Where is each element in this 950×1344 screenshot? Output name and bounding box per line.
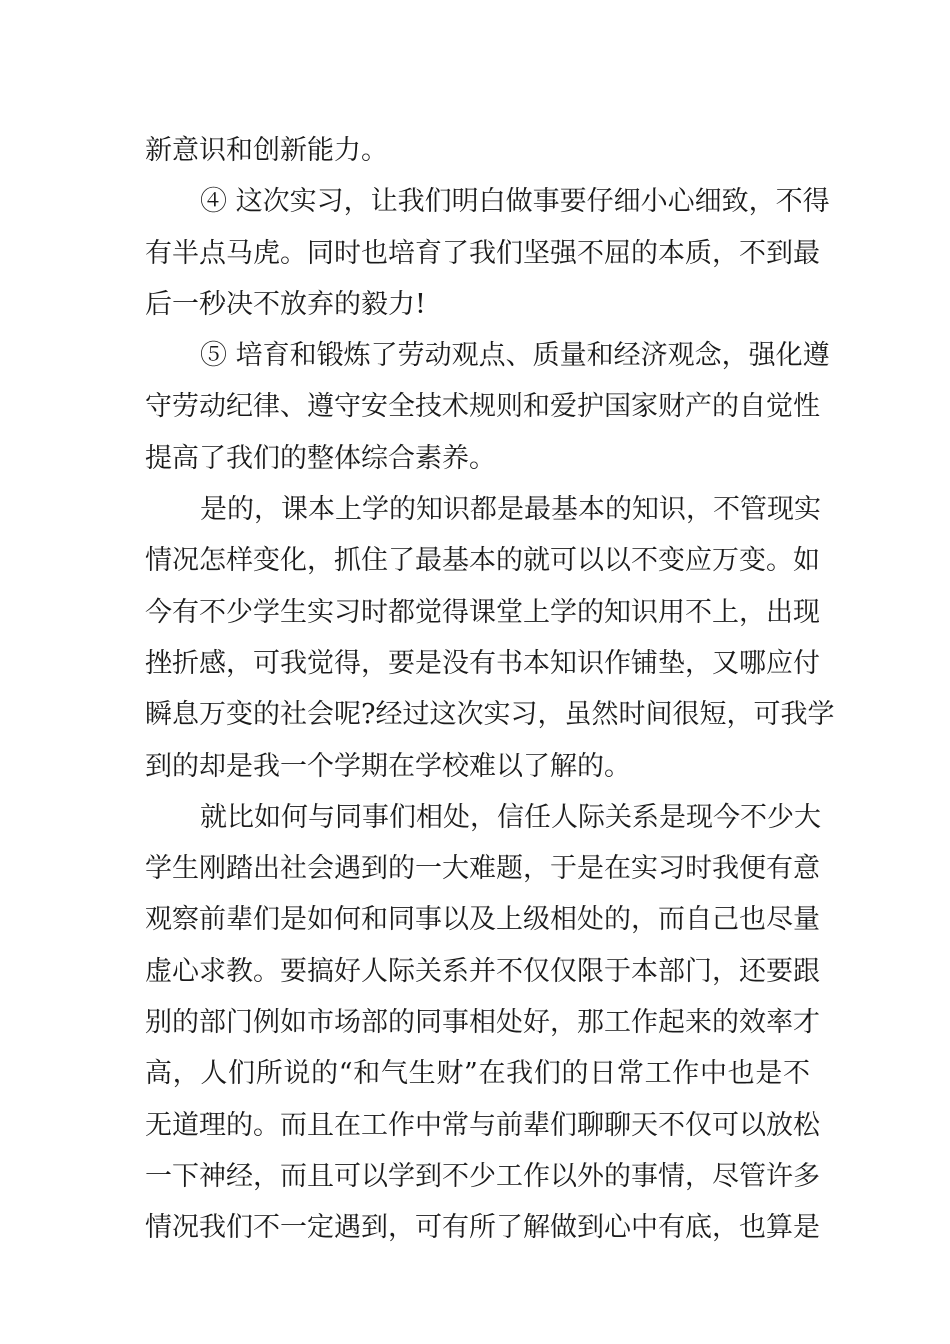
text-line: 就比如何与同事们相处，信任人际关系是现今不少大 <box>200 801 821 833</box>
text-line: 观察前辈们是如何和同事以及上级相处的，而自己也尽量 <box>145 904 820 936</box>
text-line: 情况怎样变化，抓住了最基本的就可以以不变应万变。如 <box>145 545 820 577</box>
text-line: ⑤ 培育和锻炼了劳动观点、质量和经济观念，强化遵 <box>200 340 830 372</box>
text-line: 无道理的。而且在工作中常与前辈们聊聊天不仅可以放松 <box>145 1109 820 1141</box>
text-line: 虚心求教。要搞好人际关系并不仅仅限于本部门，还要跟 <box>145 955 820 987</box>
text-line: 到的却是我一个学期在学校难以了解的。 <box>145 750 631 782</box>
text-line: 提高了我们的整体综合素养。 <box>145 442 496 474</box>
text-line: 是的，课本上学的知识都是最基本的知识，不管现实 <box>200 494 821 526</box>
text-line: 高，人们所说的“和气生财”在我们的日常工作中也是不 <box>145 1058 810 1090</box>
text-line: 有半点马虎。同时也培育了我们坚强不屈的本质，不到最 <box>145 237 820 269</box>
paragraph-3 <box>145 330 830 484</box>
text-line: 守劳动纪律、遵守安全技术规则和爱护国家财产的自觉性 <box>145 391 820 423</box>
document-body <box>145 125 835 1254</box>
paragraph-1 <box>145 125 810 176</box>
text-line: 情况我们不一定遇到，可有所了解做到心中有底，也算是 <box>145 1212 820 1244</box>
text-line: 挫折感，可我觉得，要是没有书本知识作铺垫，又哪应付 <box>145 647 820 679</box>
text-line: 新意识和创新能力。 <box>145 135 388 166</box>
text-line: 今有不少学生实习时都觉得课堂上学的知识用不上，出现 <box>145 596 820 628</box>
text-line: 后一秒决不放弃的毅力! <box>145 288 426 320</box>
text-line: 学生刚踏出社会遇到的一大难题，于是在实习时我便有意 <box>145 853 820 885</box>
text-line: ④ 这次实习，让我们明白做事要仔细小心细致，不得 <box>200 186 830 218</box>
paragraph-2 <box>145 176 830 330</box>
text-line: 瞬息万变的社会呢?经过这次实习，虽然时间很短，可我学 <box>145 699 835 731</box>
paragraph-4 <box>145 484 835 792</box>
text-line: 别的部门例如市场部的同事相处好，那工作起来的效率才 <box>145 1007 820 1039</box>
text-line: 一下神经，而且可以学到不少工作以外的事情，尽管许多 <box>145 1160 820 1192</box>
paragraph-5 <box>145 792 821 1254</box>
